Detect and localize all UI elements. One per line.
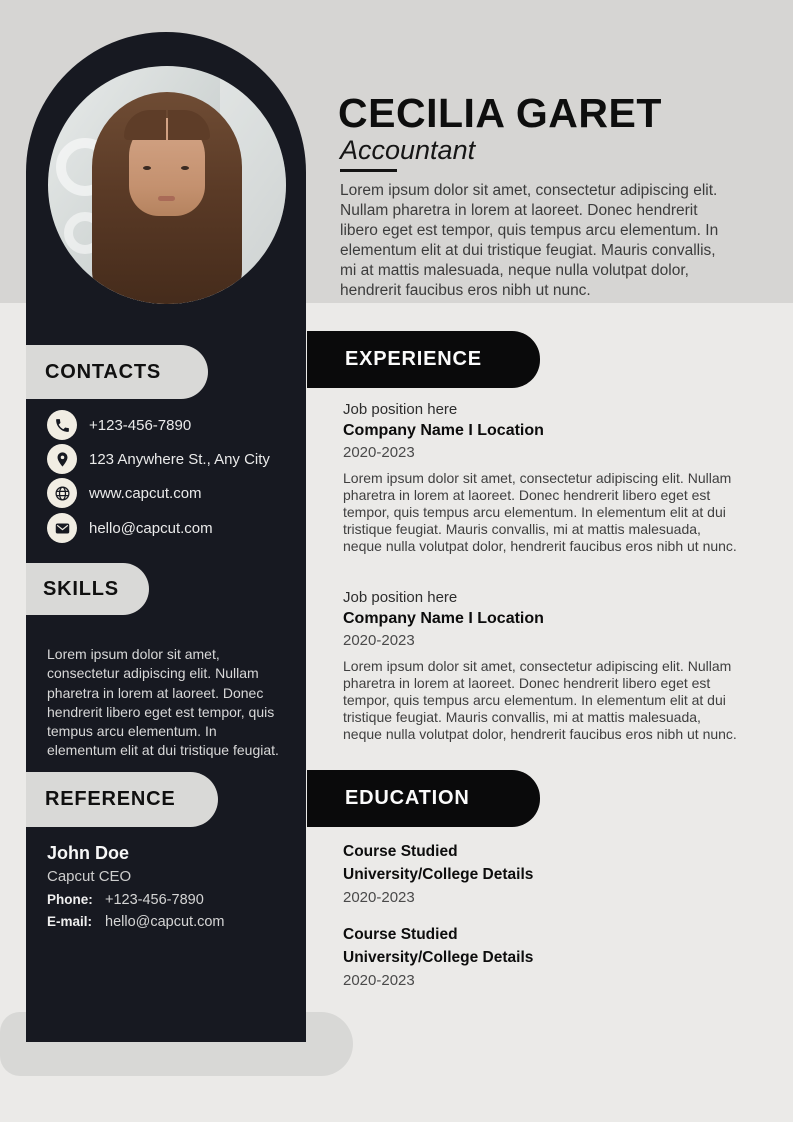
reference-email-row (47, 914, 225, 930)
phone-icon (47, 410, 77, 440)
skills-text: Lorem ipsum dolor sit amet, consectetur adipiscing elit. Nullam pharetra in lorem at laoreet. Donec hendrerit libero eget est tempor, quis tempus arcu elementum. In elementum elit at dui tristique feugiat. (47, 646, 279, 759)
globe-icon (47, 478, 77, 508)
job-position: Job position here (343, 589, 458, 606)
reference-email-label: E-mail: (47, 914, 93, 929)
email-icon (47, 513, 77, 543)
company-name: Company Name I Location (343, 610, 544, 627)
reference-phone-row (47, 892, 204, 908)
experience-entry (343, 401, 737, 555)
contact-website (47, 478, 202, 508)
contact-address (47, 444, 270, 474)
person-name: CECILIA GARET (338, 90, 662, 136)
course-name: Course Studied (343, 843, 458, 860)
reference-section-heading: REFERENCE (26, 772, 218, 827)
profile-summary: Lorem ipsum dolor sit amet, consectetur adipiscing elit. Nullam pharetra in lorem at laoreet. Donec hendrerit libero eget est tempor, quis tempus arcu elementum. In elementum elit at dui tristique feugiat. Mauris convallis, mi at mattis malesuada, neque nulla volutpat dolor, hendrerit faucibus eros nibh ut nunc. (340, 182, 719, 299)
education-period: 2020-2023 (343, 972, 415, 989)
contact-phone (47, 410, 191, 440)
job-position: Job position here (343, 401, 458, 418)
skills-section-heading: SKILLS (26, 563, 149, 615)
reference-phone-value: +123-456-7890 (105, 892, 204, 908)
profile-photo (48, 66, 286, 304)
education-entry (343, 926, 737, 989)
person-job-title: Accountant (340, 135, 476, 165)
reference-phone-label: Phone: (47, 892, 93, 907)
job-period: 2020-2023 (343, 632, 415, 649)
job-description: Lorem ipsum dolor sit amet, consectetur adipiscing elit. Nullam pharetra in lorem at laoreet. Donec hendrerit libero eget est tempor, quis tempus arcu elementum. In elementum elit at dui tristique feugiat. Mauris convallis, mi at mattis malesuada, neque nulla volutpat dolor, hendrerit faucibus eros nibh ut nunc. (343, 658, 737, 742)
contact-email-value: hello@capcut.com (89, 519, 213, 537)
experience-section-heading: EXPERIENCE (307, 331, 540, 388)
title-underline (340, 169, 397, 172)
reference-name: John Doe (47, 843, 130, 863)
job-description: Lorem ipsum dolor sit amet, consectetur adipiscing elit. Nullam pharetra in lorem at laoreet. Donec hendrerit libero eget est tempor, quis tempus arcu elementum. In elementum elit at dui tristique feugiat. Mauris convallis, mi at mattis malesuada, neque nulla volutpat dolor, hendrerit faucibus eros nibh ut nunc. (343, 470, 737, 554)
course-name: Course Studied (343, 926, 458, 943)
company-name: Company Name I Location (343, 422, 544, 439)
reference-email-value: hello@capcut.com (105, 914, 225, 930)
contact-address-value: 123 Anywhere St., Any City (89, 450, 270, 468)
reference-role: Capcut CEO (47, 868, 132, 885)
photo-eye (181, 166, 189, 170)
job-period: 2020-2023 (343, 444, 415, 461)
experience-entry (343, 589, 737, 743)
contact-website-value: www.capcut.com (89, 484, 202, 502)
school-name: University/College Details (343, 866, 534, 883)
location-icon (47, 444, 77, 474)
contacts-section-heading: CONTACTS (26, 345, 208, 399)
contact-phone-value: +123-456-7890 (89, 416, 192, 434)
education-section-heading: EDUCATION (307, 770, 540, 827)
photo-mouth (158, 196, 175, 201)
education-period: 2020-2023 (343, 889, 415, 906)
photo-eye (143, 166, 151, 170)
education-entry (343, 843, 737, 906)
school-name: University/College Details (343, 949, 534, 966)
contact-email (47, 513, 213, 543)
